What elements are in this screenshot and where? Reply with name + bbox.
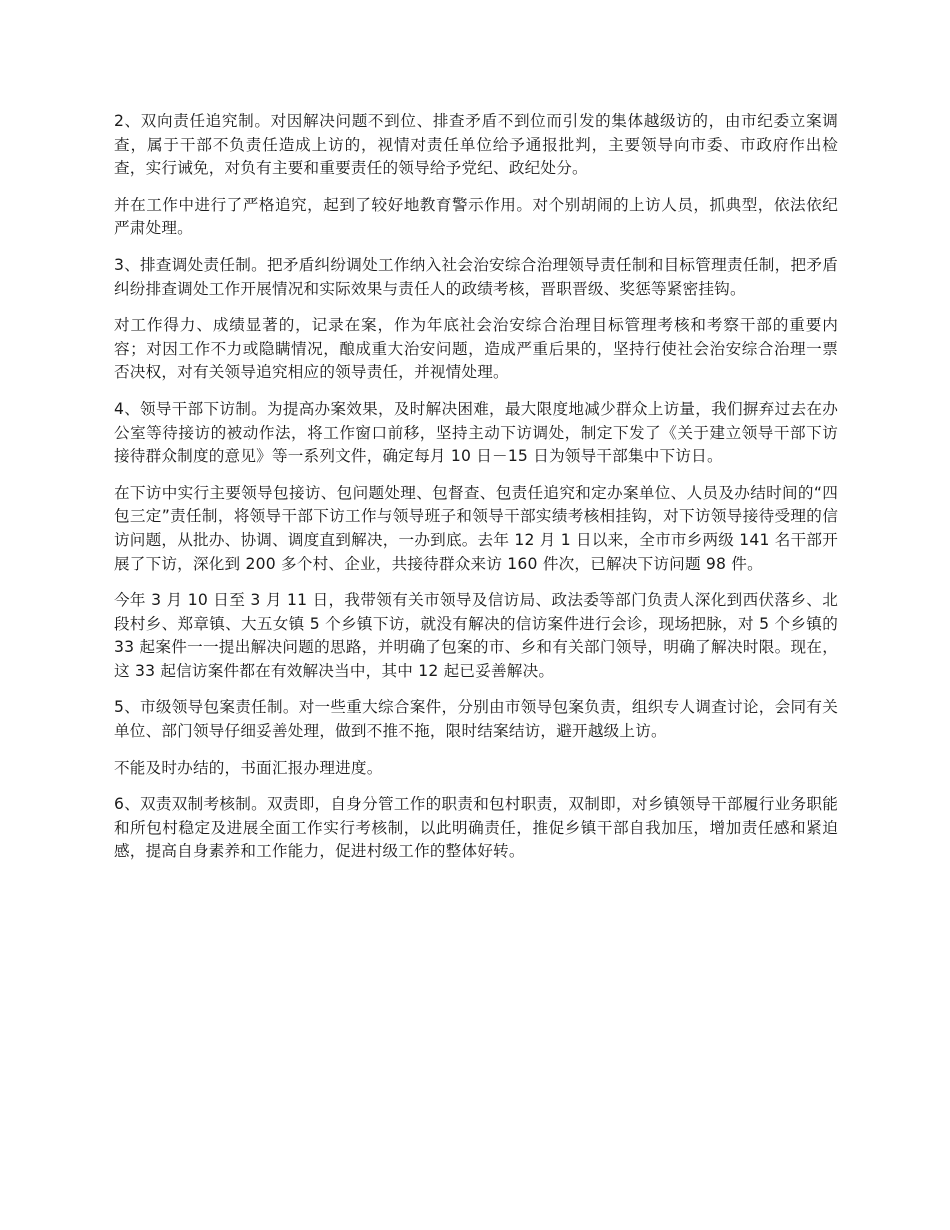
paragraph-leader-visits: 4、领导干部下访制。为提高办案效果，及时解决困难，最大限度地减少群众上访量，我们摒弃过去在办公室等待接访的被动作法，将工作窗口前移，坚持主动下访调处，制定下发了《关于建立领导干部下访接待群众制度的意见》等一系列文件，确定每月 10 日－15 日为领导干部集中下访日。 <box>114 399 838 466</box>
paragraph-dual-responsibility: 6、双责双制考核制。双责即，自身分管工作的职责和包村职责，双制即，对乡镇领导干部履行业务职能和所包村稳定及进展全面工作实行考核制，以此明确责任，推促乡镇干部自我加压，增加责任感和紧迫感，提高自身素养和工作能力，促进村级工作的整体好转。 <box>114 795 838 861</box>
paragraph-reward-and-veto: 对工作得力、成绩显著的，记录在案，作为年底社会治安综合治理目标管理考核和考察干部的重要内容；对因工作不力或隐瞒情况，酿成重大治安问题，造成严重后果的，坚持行使社会治安综合治理一票否决权，对有关领导追究相应的领导责任，并视情处理。 <box>114 316 838 382</box>
paragraph-march-visits: 今年 3 月 10 日至 3 月 11 日，我带领有关市领导及信访局、政法委等部门负责人深化到西伏落乡、北段村乡、郑章镇、大五女镇 5 个乡镇下访，就没有解决的信访案件进行会诊，现场把脉，对 5 个乡镇的 33 起案件一一提出解决问题的思路，并明确了包案的市、乡和有关部门领导，明确了解决时限。现在，这 33 起信访案件都在有效解决当中，其中 12 起已妥善解决。 <box>114 591 838 680</box>
paragraph-four-packages-three-fixes: 在下访中实行主要领导包接访、包问题处理、包督查、包责任追究和定办案单位、人员及办结时间的“四包三定”责任制，将领导干部下访工作与领导班子和领导干部实绩考核相挂钩，对下访领导接待受理的信访问题，从批办、协调、调度直到解决，一办到底。去年 12 月 1 日以来，全市市乡两级 141 名干部开展了下访，深化到 200 多个村、企业，共接待群众来访 160 件次，已解决下访问题 98 件。 <box>114 483 838 573</box>
paragraph-case-ownership: 5、市级领导包案责任制。对一些重大综合案件，分别由市领导包案负责，组织专人调查讨论，会同有关单位、部门领导仔细妥善处理，做到不推不拖，限时结案结访，避开越级上访。 <box>114 698 838 741</box>
paragraph-two-way-accountability: 2、双向责任追究制。对因解决问题不到位、排查矛盾不到位而引发的集体越级访的，由市纪委立案调查，属于干部不负责任造成上访的，视情对责任单位给予通报批判，主要领导向市委、市政府作出检查，实行诫免，对负有主要和重要责任的领导给予党纪、政纪处分。 <box>114 112 838 178</box>
paragraph-strict-enforcement: 并在工作中进行了严格追究，起到了较好地教育警示作用。对个别胡闹的上访人员，抓典型，依法依纪严肃处理。 <box>114 195 838 238</box>
paragraph-progress-report: 不能及时办结的，书面汇报办理进度。 <box>114 758 383 777</box>
paragraph-dispute-screening: 3、排查调处责任制。把矛盾纠纷调处工作纳入社会治安综合治理领导责任制和目标管理责任制，把矛盾纠纷排查调处工作开展情况和实际效果与责任人的政绩考核，晋职晋级、奖惩等紧密挂钩。 <box>114 255 838 298</box>
